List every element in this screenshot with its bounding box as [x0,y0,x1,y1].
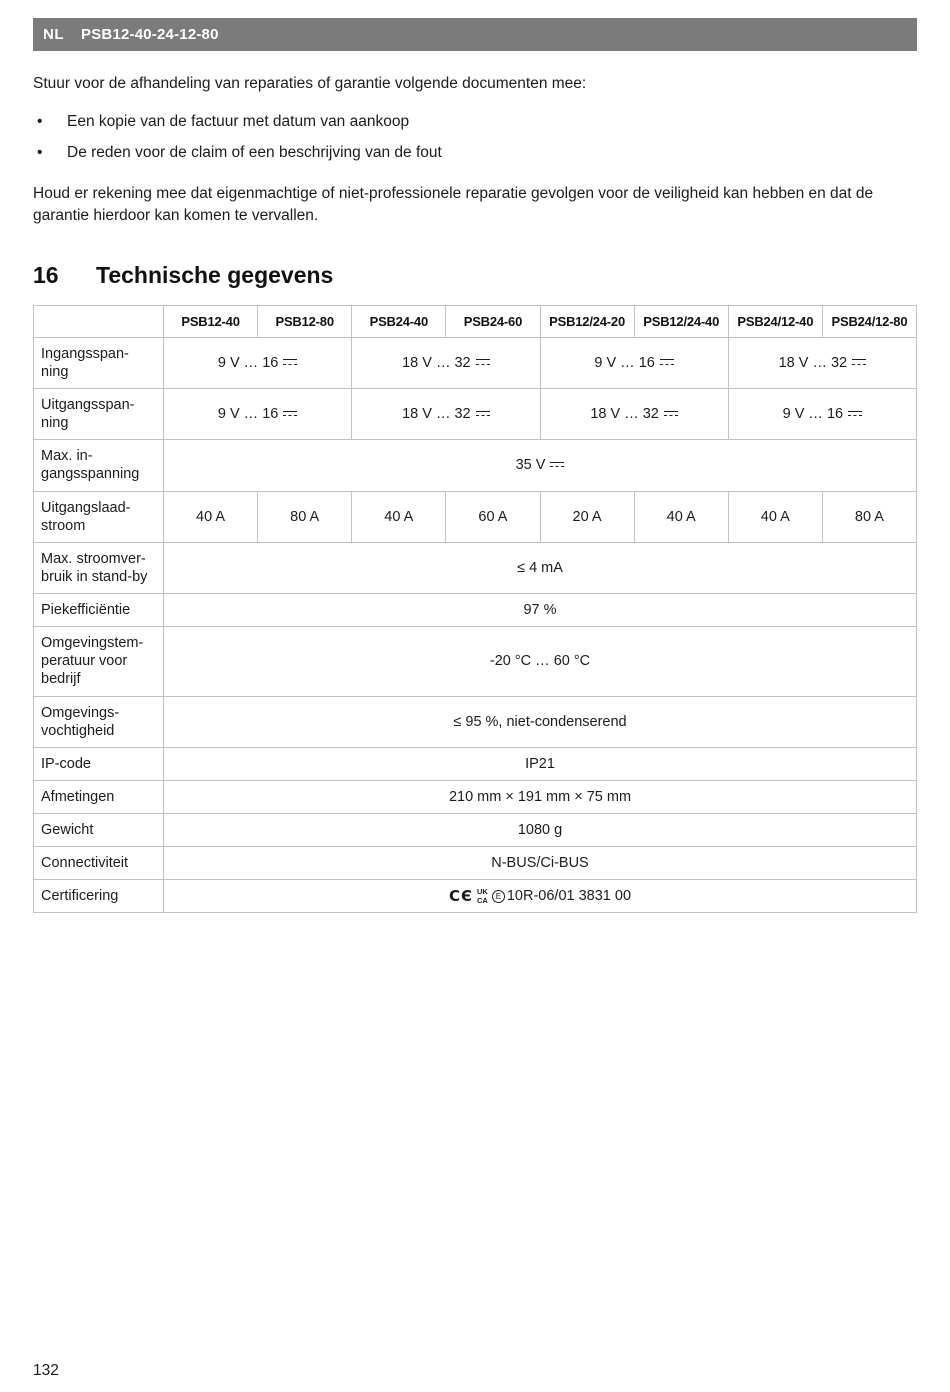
list-item [33,111,917,133]
spec-value-cell: IP21 [164,747,917,780]
dc-symbol-icon [852,358,866,367]
dc-symbol-icon [550,461,564,470]
column-header: PSB12/24-40 [634,305,728,337]
row-label: Gewicht [34,814,164,847]
dc-symbol-icon [476,410,490,419]
spec-value-cell: 40 A [634,491,728,542]
column-header: PSB24/12-80 [822,305,916,337]
row-label: IP-code [34,747,164,780]
column-header: PSB24-60 [446,305,540,337]
dc-symbol-icon [283,358,297,367]
e-mark-icon: E [492,890,505,903]
dc-symbol-icon [476,358,490,367]
dc-symbol-icon [848,410,862,419]
table-row [34,780,917,813]
spec-value-cell: 210 mm × 191 mm × 75 mm [164,780,917,813]
spec-value-cell: 20 A [540,491,634,542]
spec-value-cell: 18 V … 32 [352,337,540,388]
spec-value-cell: 18 V … 32 [540,389,728,440]
spec-value-cell: CЄ UK CA E 10R-06/01 3831 00 [164,880,917,913]
table-row [34,847,917,880]
spec-value-cell: 80 A [822,491,916,542]
row-label: Uitgangsspan- ning [34,389,164,440]
dc-symbol-icon [660,358,674,367]
table-row [34,747,917,780]
spec-value-cell: 35 V [164,440,917,491]
bullet-text: De reden voor de claim of een beschrijving van de fout [67,144,442,162]
bullet-text: Een kopie van de factuur met datum van aankoop [67,112,410,130]
column-header: PSB12/24-20 [540,305,634,337]
row-label: Omgevingstem- peratuur voor bedrijf [34,627,164,696]
row-label: Afmetingen [34,780,164,813]
spec-value-cell: 40 A [352,491,446,542]
spec-value-cell: 9 V … 16 [164,389,352,440]
table-row [34,627,917,696]
table-row [34,814,917,847]
table-row [34,594,917,627]
spec-value-cell: 18 V … 32 [728,337,916,388]
intro-paragraph: Stuur voor de afhandeling van reparaties of garantie volgende documenten mee: [33,75,587,92]
bullet-icon: • [37,112,43,130]
section-number: 16 [33,261,59,288]
spec-value-cell: ≤ 4 mA [164,542,917,593]
row-label: Connectiviteit [34,847,164,880]
spec-value-cell: 60 A [446,491,540,542]
column-header: PSB24-40 [352,305,446,337]
spec-value-cell: 9 V … 16 [540,337,728,388]
dc-symbol-icon [283,410,297,419]
row-label: Omgevings- vochtigheid [34,696,164,747]
column-header: PSB12-40 [164,305,258,337]
row-label: Certificering [34,880,164,913]
spec-value-cell: 9 V … 16 [164,337,352,388]
section-title: Technische gegevens [96,261,334,288]
language-header-bar [33,18,917,51]
dc-symbol-icon [664,410,678,419]
table-row [34,491,917,542]
column-header: PSB24/12-40 [728,305,822,337]
row-label: Max. in- gangsspanning [34,440,164,491]
ukca-mark-icon: UK CA [477,887,488,905]
table-row [34,337,917,388]
ce-mark-icon: CЄ [448,887,474,906]
spec-value-cell: 1080 g [164,814,917,847]
spec-value-cell: ≤ 95 %, niet-condenserend [164,696,917,747]
spec-value-cell: 40 A [164,491,258,542]
row-label: Piekefficiëntie [34,594,164,627]
section-heading [33,262,917,289]
spec-value-cell: N-BUS/Ci-BUS [164,847,917,880]
row-label: Uitgangslaad- stroom [34,491,164,542]
spec-value-cell: 40 A [728,491,822,542]
list-item [33,142,917,164]
bullet-list [33,111,917,165]
spec-table-body [34,337,917,913]
bullet-icon: • [37,144,43,162]
table-row [34,696,917,747]
warranty-note-paragraph: Houd er rekening mee dat eigenmachtige of niet-professionele reparatie gevolgen voor de veiligheid kan hebben en dat de garantie hierdoor kan komen te vervallen. [33,184,874,225]
spec-table-head-row [34,305,917,337]
spec-table [33,305,917,914]
corner-cell [34,305,164,337]
row-label: Ingangsspan- ning [34,337,164,388]
table-row [34,880,917,913]
table-row [34,440,917,491]
table-row [34,389,917,440]
document-title: PSB12-40-24-12-80 [81,26,219,43]
column-header: PSB12-80 [258,305,352,337]
page-number: 132 [33,1362,59,1379]
table-row [34,542,917,593]
spec-value-cell: -20 °C … 60 °C [164,627,917,696]
spec-value-cell: 80 A [258,491,352,542]
language-code: NL [43,26,64,43]
row-label: Max. stroomver- bruik in stand-by [34,542,164,593]
spec-value-cell: 97 % [164,594,917,627]
spec-value-cell: 9 V … 16 [728,389,916,440]
spec-value-cell: 18 V … 32 [352,389,540,440]
